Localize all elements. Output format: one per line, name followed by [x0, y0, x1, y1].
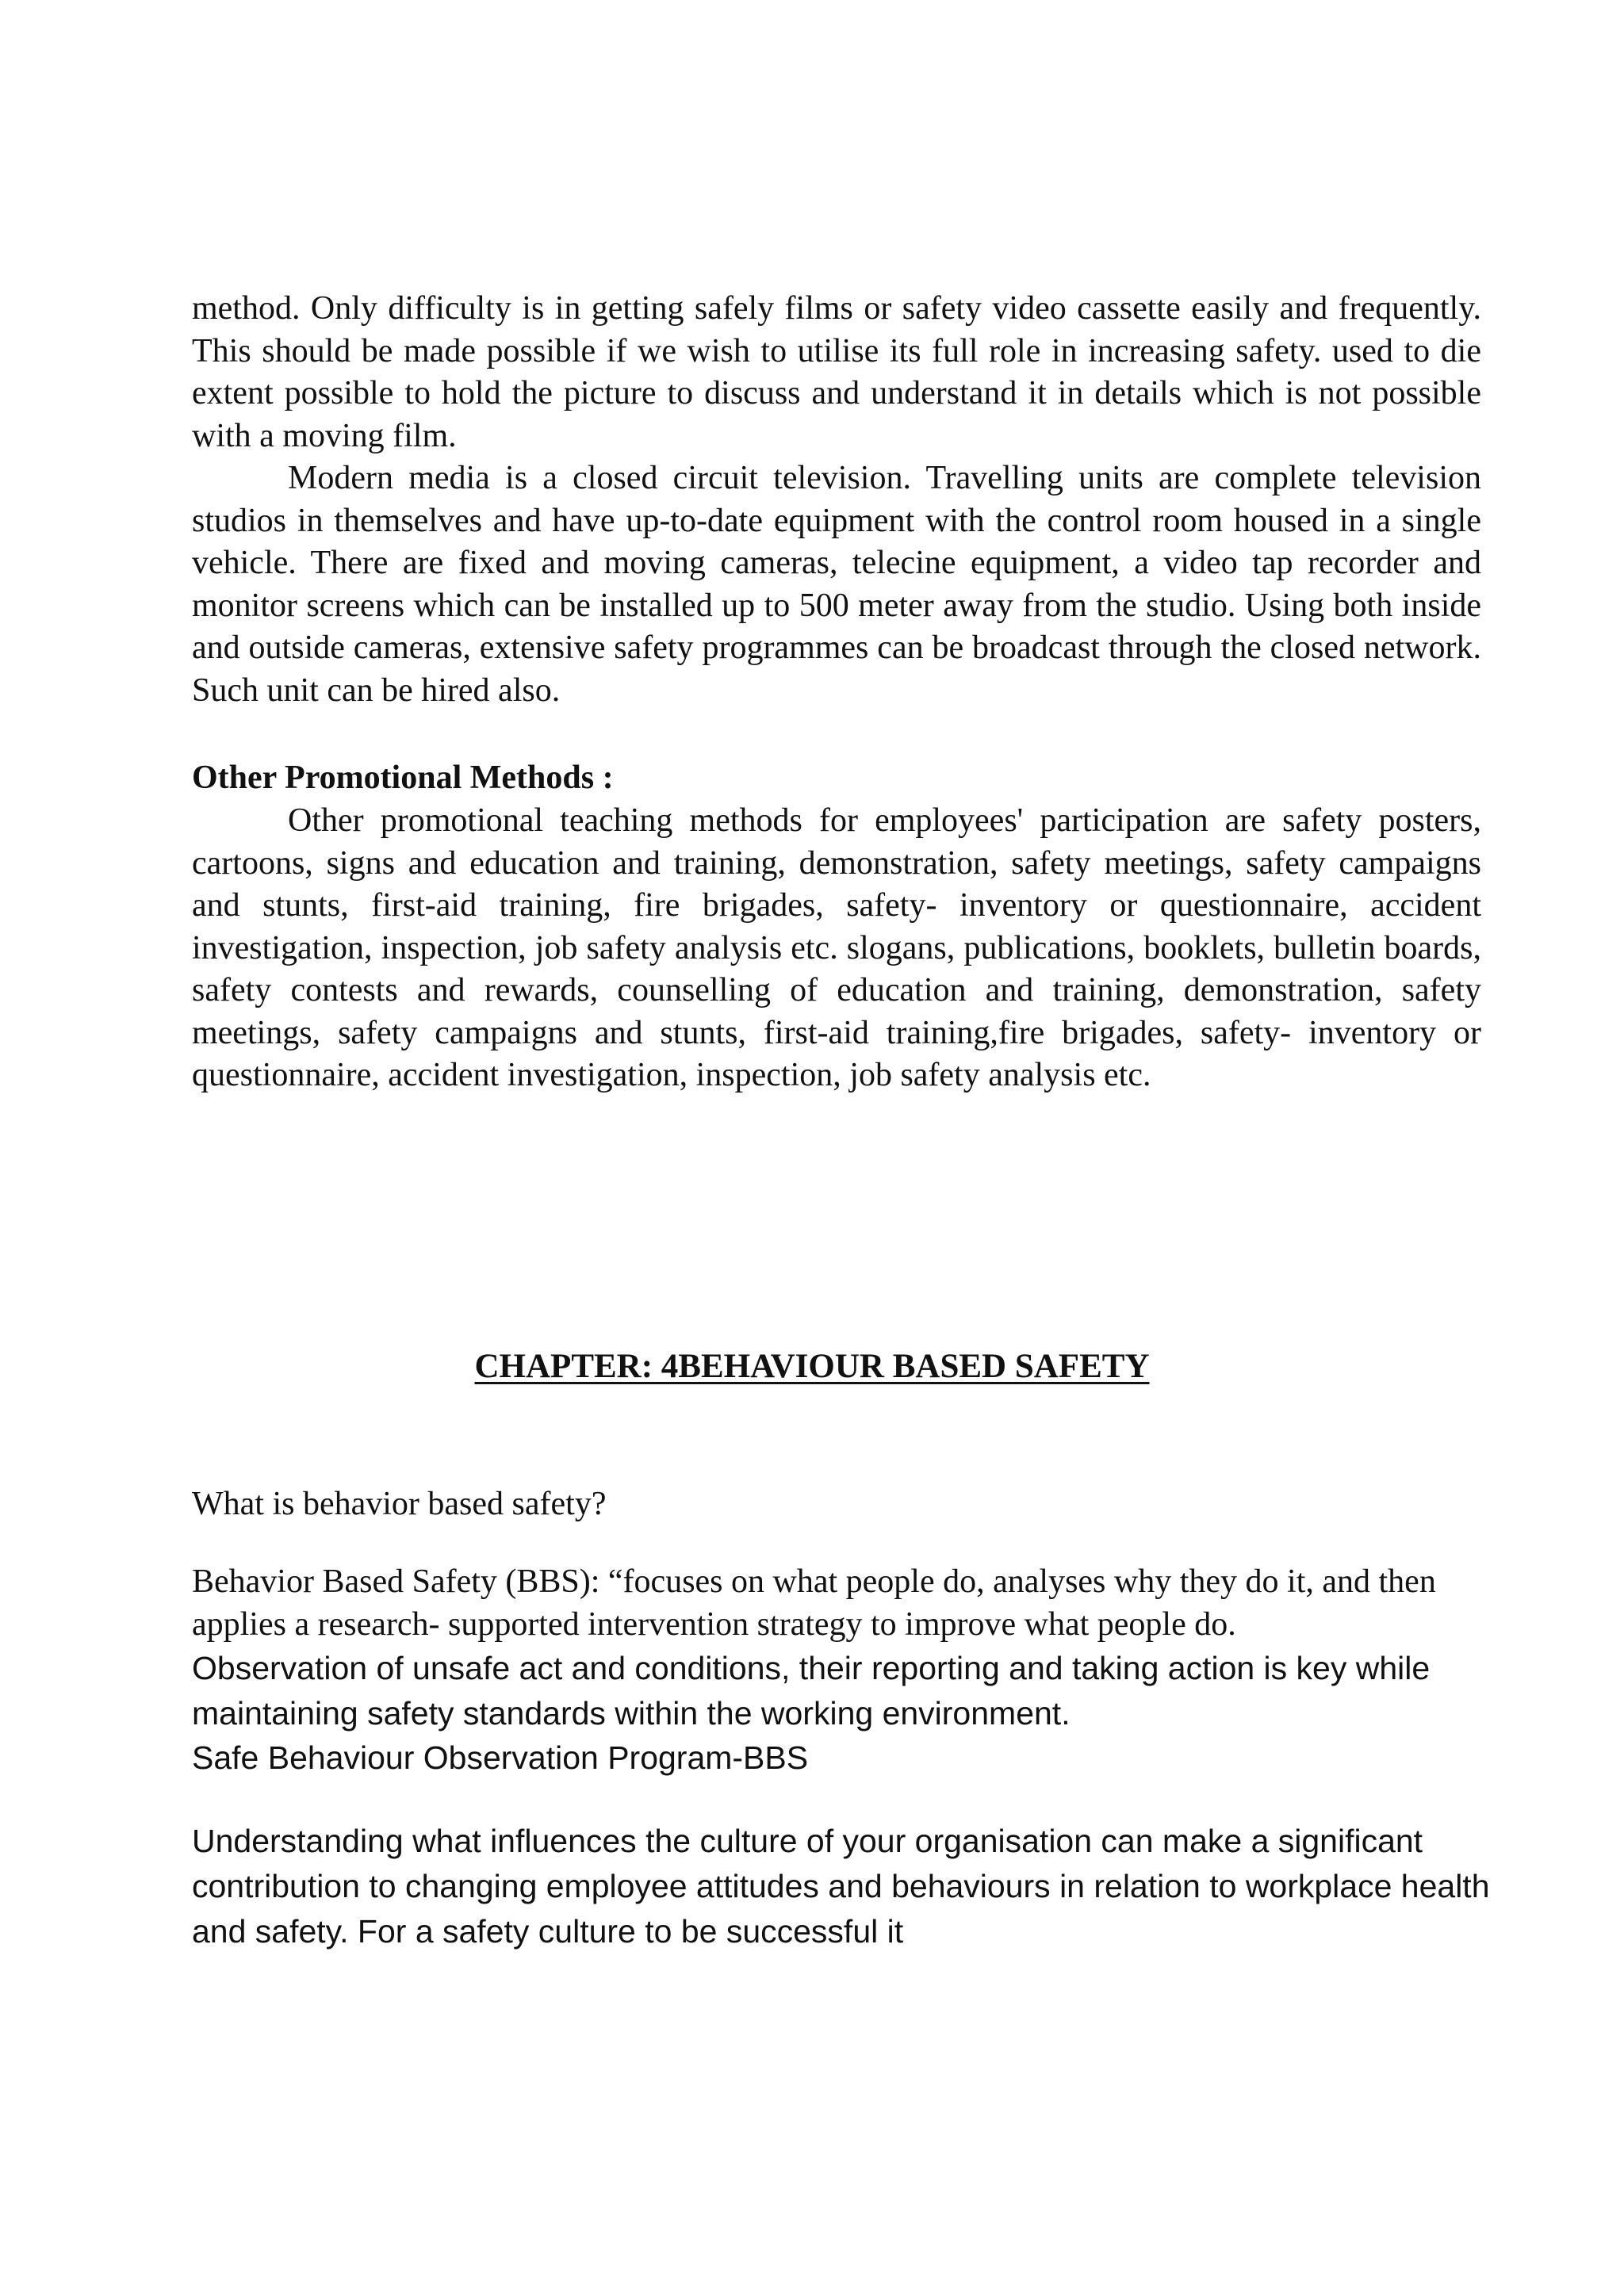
paragraph-observation: Observation of unsafe act and conditions, their reporting and taking action is key while maintaining safety standards within the working environment. — [192, 1650, 1431, 1732]
program-title: Safe Behaviour Observation Program-BBS — [192, 1739, 809, 1776]
paragraph-promotional-methods: Other promotional teaching methods for employees' participation are safety posters, cartoons, signs and education and training, demonstration, safety meetings, safety campaigns and stunts, first-aid training, fire brigades, safety- inventory or questionnaire, accident investigation, inspection, job safety analysis etc. slogans, publications, booklets, bulletin boards, safety contests and rewards, counselling of education and training, demonstration, safety meetings, safety campaigns and stunts, first-aid training,fire brigades, safety- inventory or questionnaire, accident investigation, inspection, job safety analysis etc. — [192, 802, 1481, 1093]
chapter-title: CHAPTER: 4BEHAVIOUR BASED SAFETY — [474, 1348, 1150, 1385]
paragraph-film-method: method. Only difficulty is in getting safely films or safety video cassette easily and frequently. This should be made possible if we wish to utilise its full role in increasing safety. used to die extent possible to hold the picture to discuss and understand it in details which is not possible with a moving film. — [192, 290, 1481, 454]
paragraph-cctv-media: Modern media is a closed circuit television. Travelling units are complete television studios in themselves and have up-to-date equipment with the control room housed in a single vehicle. There are fixed and moving cameras, telecine equipment, a video tap recorder and monitor screens which can be installed up to 500 meter away from the studio. Using both inside and outside cameras, extensive safety programmes can be broadcast through the closed network. Such unit can be hired also. — [192, 460, 1481, 709]
paragraph-bbs-definition: Behavior Based Safety (BBS): “focuses on what people do, analyses why they do it, and then applies a research- supported intervention strategy to improve what people do. — [192, 1563, 1436, 1643]
question-what-is-bbs: What is behavior based safety? — [192, 1486, 607, 1522]
paragraph-safety-culture: Understanding what influences the culture of your organisation can make a significant contribution to changing employee attitudes and behaviours in relation to workplace health and safety. For a safety culture to be successful it — [192, 1823, 1490, 1950]
heading-other-promotional-methods: Other Promotional Methods : — [192, 760, 614, 796]
